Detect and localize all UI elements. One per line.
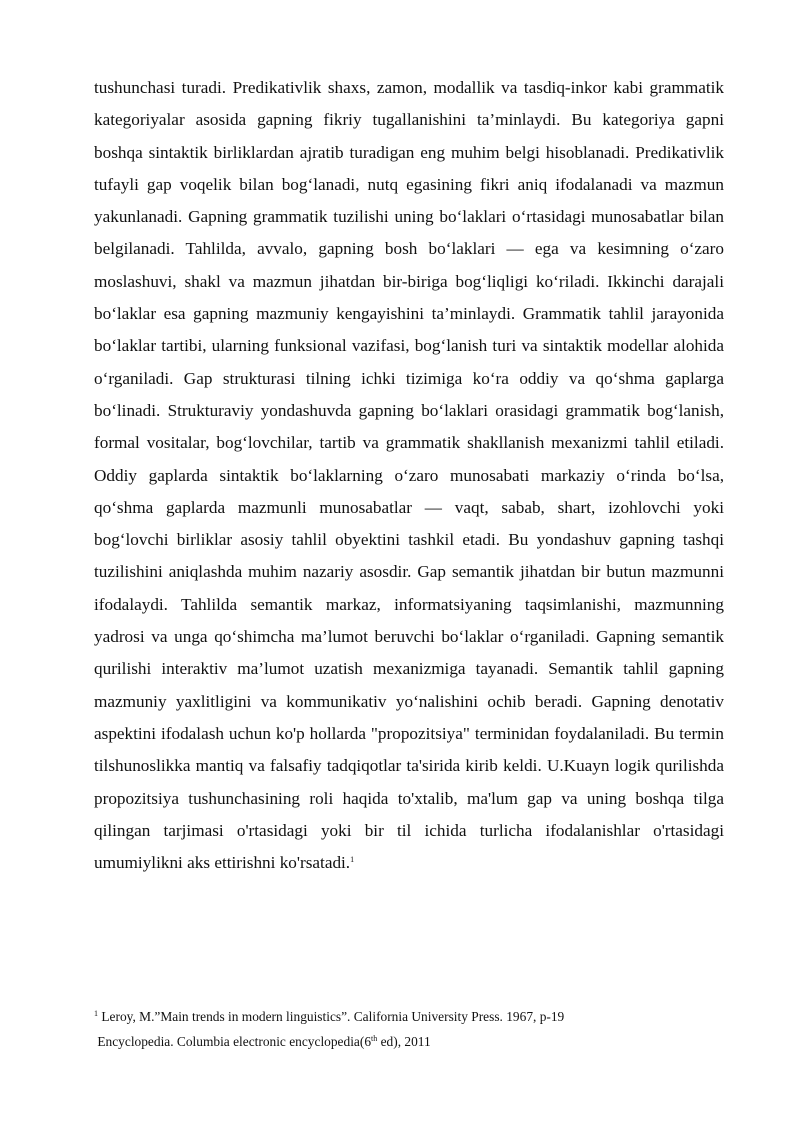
- footnote-2-text-before: Encyclopedia. Columbia electronic encyclopedia(6: [97, 1034, 372, 1049]
- footnote-2: [94, 1029, 734, 1054]
- paragraph-text: tushunchasi turadi. Predikativlik shaxs, zamon, modallik va tasdiq-inkor kabi grammatik kategoriyalar asosida gapning fikriy tugallanishini ta’minlaydi. Bu kategoriya gapni boshqa sintaktik birliklardan ajratib turadigan eng muhim belgi hisoblanadi. Predikativlik tufayli gap voqelik bilan bog‘lanadi, nutq egasining fikri aniq ifodalanadi va mazmun yakunlanadi. Gapning grammatik tuzilishi uning bo‘laklari o‘rtasidagi munosabatlar bilan belgilanadi. Tahlilda, avvalo, gapning bosh bo‘laklari — ega va kesimning o‘zaro moslashuvi, shakl va mazmun jihatdan bir-biriga bog‘liqligi ko‘riladi. Ikkinchi darajali bo‘laklar esa gapning mazmuniy kengayishini ta’minlaydi. Grammatik tahlil jarayonida bo‘laklar tartibi, ularning funksional vazifasi, bog‘lanish turi va sintaktik modellar alohida o‘rganiladi. Gap strukturasi tilning ichki tizimiga ko‘ra oddiy va qo‘shma gaplarga bo‘linadi. Strukturaviy yondashuvda gapning bo‘laklari orasidagi grammatik bog‘lanish, formal vositalar, bog‘lovchilar, tartib va grammatik shakllanish mexanizmi tahlil etiladi. Oddiy gaplarda sintaktik bo‘laklarning o‘zaro munosabati markaziy o‘rinda bo‘lsa, qo‘shma gaplarda mazmunli munosabatlar — vaqt, sabab, shart, izohlovchi yoki bog‘lovchi birliklar asosiy tahlil obyektini tashkil etadi. Bu yondashuv gapning tashqi tuzilishini aniqlashda muhim nazariy asosdir. Gap semantik jihatdan bir butun mazmunni ifodalaydi. Tahlilda semantik markaz, informatsiyaning taqsimlanishi, mazmunning yadrosi va unga qo‘shimcha ma’lumot beruvchi bo‘laklar o‘rganiladi. Gapning semantik qurilishi interaktiv ma’lumot uzatish mexanizmiga tayanadi. Semantik tahlil gapning mazmuniy yaxlitligini va kommunikativ yo‘nalishini ochib beradi. Gapning denotativ aspektini ifodalash uchun ko'p hollarda "propozitsiya" terminidan foydalaniladi. Bu termin tilshunoslikka mantiq va falsafiy tadqiqotlar ta'sirida kirib keldi. U.Kuayn logik qurilishda propozitsiya tushunchasining roli haqida to'xtalib, ma'lum gap va uning boshqa tilga qilingan tarjimasi o'rtasidagi yoki bir til ichida turlicha ifodalanishlar o'rtasidagi umumiylikni aks ettirishni ko'rsatadi.: [94, 78, 724, 873]
- footnote-2-text-after: ed), 2011: [377, 1034, 431, 1049]
- footnote-1-text: Leroy, M.”Main trends in modern linguistics”. California University Press. 1967, p-19: [101, 1009, 565, 1024]
- footnote-2-superscript: th: [371, 1034, 378, 1043]
- footnote-reference[interactable]: 1: [350, 855, 355, 865]
- body-paragraph: [94, 72, 724, 879]
- footnote-1: [94, 1004, 734, 1029]
- document-page: [94, 72, 724, 879]
- footnote-1-mark: 1: [94, 1009, 98, 1018]
- footnotes-section: [94, 1004, 734, 1054]
